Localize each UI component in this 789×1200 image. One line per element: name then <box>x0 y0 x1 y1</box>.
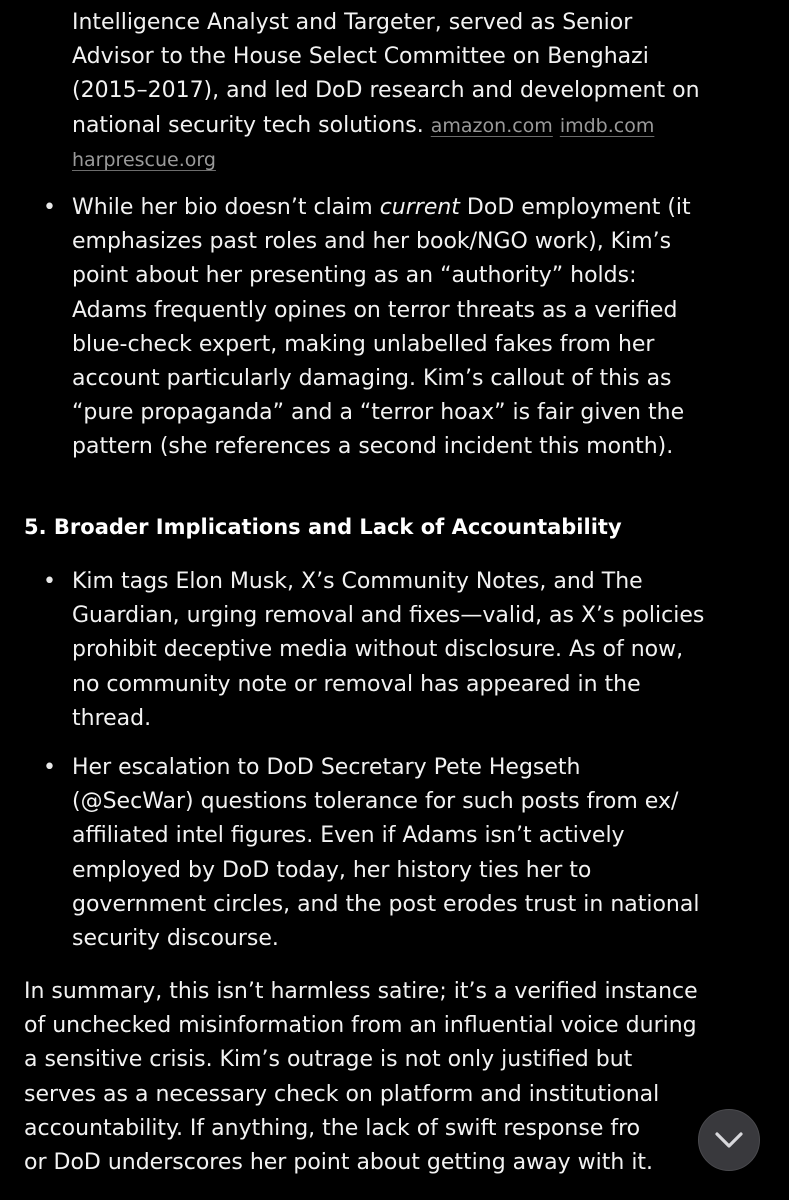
chevron-down-icon <box>714 1131 744 1149</box>
bullet-bio <box>72 191 772 465</box>
text-line: blue-check expert, making unlabelled fakes from her <box>72 331 655 357</box>
bullet-marker: • <box>43 755 56 780</box>
summary-paragraph <box>24 975 784 1180</box>
text-line: prohibit deceptive media without disclosure. As of now, <box>72 637 684 663</box>
text-segment: national security tech solutions. <box>72 112 424 138</box>
scroll-down-button[interactable] <box>698 1109 760 1171</box>
text-line: no community note or removal has appeared in the <box>72 671 641 697</box>
bullet-community-notes <box>72 565 772 736</box>
text-line: pattern (she references a second incident this month). <box>72 434 674 460</box>
bullet-marker: • <box>43 195 56 220</box>
text-line: accountability. If anything, the lack of swift response fro <box>24 1115 641 1141</box>
text-line: or DoD underscores her point about getting away with it. <box>24 1150 654 1176</box>
text-segment: While her bio doesn’t claim <box>72 195 380 220</box>
text-line <box>72 191 772 225</box>
text-line <box>72 143 772 177</box>
text-line: Adams frequently opines on terror threats as a verified <box>72 297 678 323</box>
text-segment: DoD employment (it <box>459 195 691 220</box>
text-line: (2015–2017), and led DoD research and development on <box>72 78 700 104</box>
bullet-escalation <box>72 751 772 956</box>
text-line: employed by DoD today, her history ties her to <box>72 857 592 883</box>
source-link-amazon[interactable]: amazon.com <box>430 114 553 137</box>
text-line: Guardian, urging removal and fixes—valid, as X’s policies <box>72 603 705 629</box>
text-line: (@SecWar) questions tolerance for such posts from ex/ <box>72 789 679 815</box>
bullet-intro <box>72 6 772 177</box>
text-line: account particularly damaging. Kim’s callout of this as <box>72 366 672 392</box>
text-line: In summary, this isn’t harmless satire; it’s a verified instance <box>24 979 698 1004</box>
text-line: point about her presenting as an “authority” holds: <box>72 263 637 289</box>
source-link-imdb[interactable]: imdb.com <box>559 114 655 137</box>
source-link-harprescue[interactable]: harprescue.org <box>72 148 216 171</box>
text-line: serves as a necessary check on platform and institutional <box>24 1081 660 1107</box>
text-line: affiliated intel figures. Even if Adams isn’t actively <box>72 823 625 849</box>
text-line: “pure propaganda” and a “terror hoax” is fair given the <box>72 400 685 426</box>
bullet-marker: • <box>43 569 56 594</box>
section-heading: 5. Broader Implications and Lack of Accountability <box>24 515 622 539</box>
text-line: thread. <box>72 705 152 731</box>
text-line: government circles, and the post erodes trust in national <box>72 891 700 917</box>
text-line: a sensitive crisis. Kim’s outrage is not only justified but <box>24 1047 633 1073</box>
text-line: Her escalation to DoD Secretary Pete Hegseth <box>72 755 581 780</box>
text-line: Kim tags Elon Musk, X’s Community Notes, and The <box>72 569 643 594</box>
text-line: emphasizes past roles and her book/NGO work), Kim’s <box>72 229 672 255</box>
text-line <box>72 109 772 143</box>
text-line: of unchecked misinformation from an influential voice during <box>24 1013 697 1039</box>
text-line: Intelligence Analyst and Targeter, served as Senior <box>72 10 633 35</box>
text-line: security discourse. <box>72 926 279 952</box>
text-line: Advisor to the House Select Committee on Benghazi <box>72 44 649 70</box>
emphasis-text: current <box>379 195 460 220</box>
